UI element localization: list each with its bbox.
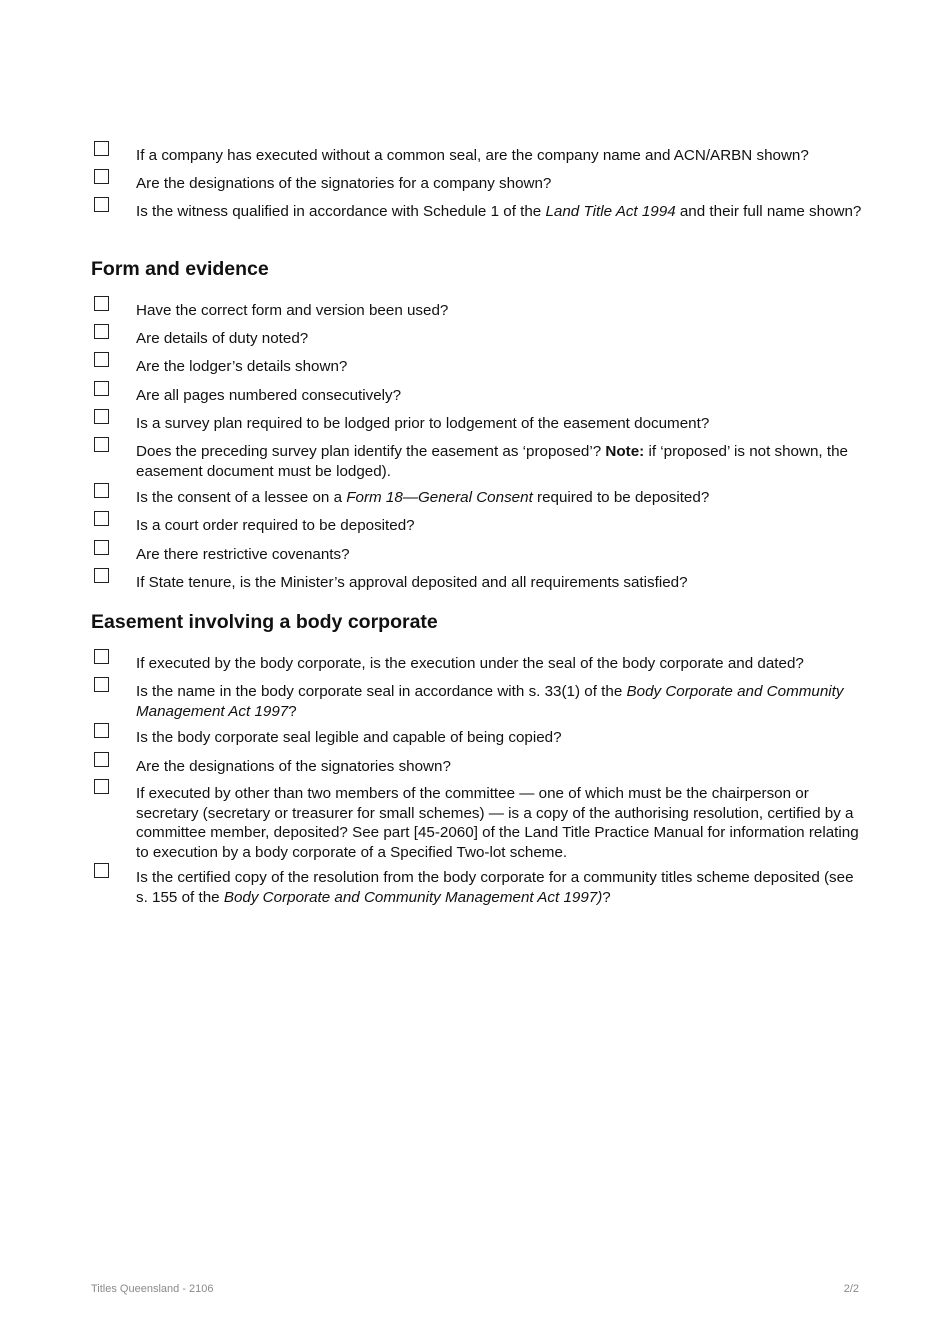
text-run: ? — [288, 702, 297, 720]
text-run: required to be deposited? — [532, 489, 710, 506]
text-run: If executed by the body corporate, is the execution under the seal of the body corporate and dated? — [136, 655, 804, 672]
text-run: Is the consent of a lessee on a — [136, 489, 347, 506]
text-run: If a company has executed without a common seal, are the company name and ACN/ARBN shown? — [136, 147, 809, 164]
section-heading-body-corporate: Easement involving a body corporate — [91, 611, 438, 633]
footer-document-code: Titles Queensland - 2106 — [91, 1283, 214, 1295]
text-run: ? — [602, 888, 611, 906]
item-text — [136, 357, 866, 377]
checkbox[interactable] — [94, 437, 109, 452]
text-run: Does the preceding survey plan identify the easement as ‘proposed’? — [136, 443, 606, 460]
act-title: Body Corporate and Community Management Act 1997 — [136, 683, 844, 720]
text-run: Are details of duty noted? — [136, 330, 309, 347]
checkbox[interactable] — [94, 296, 109, 311]
item-text — [136, 202, 866, 222]
checkbox[interactable] — [94, 141, 109, 156]
item-text — [136, 442, 866, 481]
emphasis: Note: — [605, 443, 645, 460]
text-run: Are the designations of the signatories for a company shown? — [136, 175, 552, 192]
text-run: Is the witness qualified in accordance with Schedule 1 of the — [136, 203, 546, 220]
text-run: Have the correct form and version been used? — [136, 302, 449, 319]
item-text — [136, 682, 866, 721]
item-text — [136, 488, 866, 508]
item-text — [136, 728, 866, 748]
act-title: Form 18—General Consent — [346, 489, 533, 506]
item-text — [136, 386, 866, 406]
checkbox[interactable] — [94, 779, 109, 794]
text-run: Are all pages numbered consecutively? — [136, 387, 402, 404]
checkbox[interactable] — [94, 409, 109, 424]
checkbox[interactable] — [94, 352, 109, 367]
checkbox[interactable] — [94, 511, 109, 526]
checkbox[interactable] — [94, 649, 109, 664]
checkbox[interactable] — [94, 540, 109, 555]
checkbox[interactable] — [94, 169, 109, 184]
checkbox[interactable] — [94, 324, 109, 339]
item-text — [136, 868, 866, 907]
text-run: Is a survey plan required to be lodged prior to lodgement of the easement document? — [136, 415, 710, 432]
item-text — [136, 329, 866, 349]
item-text — [136, 654, 866, 674]
text-run: if ‘proposed’ is not shown, the easement document must be lodged). — [136, 443, 848, 480]
item-text — [136, 757, 866, 777]
checkbox[interactable] — [94, 568, 109, 583]
act-title: Land Title Act 1994 — [545, 203, 676, 220]
item-text — [136, 545, 866, 565]
section-heading-form-and-evidence: Form and evidence — [91, 258, 269, 280]
checkbox[interactable] — [94, 677, 109, 692]
checkbox[interactable] — [94, 381, 109, 396]
footer-page-number: 2/2 — [843, 1283, 859, 1295]
item-text — [136, 174, 866, 194]
text-run: Are the designations of the signatories shown? — [136, 758, 451, 775]
act-title: Body Corporate and Community Management Act 1997) — [223, 888, 603, 906]
item-text — [136, 301, 866, 321]
text-run: Is a court order required to be deposited? — [136, 517, 415, 534]
item-text — [136, 516, 866, 536]
text-run: and their full name shown? — [675, 203, 862, 220]
text-run: Is the certified copy of the resolution from the body corporate for a community titles scheme deposited (see s. 155 of the — [136, 869, 854, 906]
checkbox[interactable] — [94, 483, 109, 498]
item-text — [136, 573, 866, 593]
text-run: Are there restrictive covenants? — [136, 546, 350, 563]
text-run: If executed by other than two members of the committee — one of which must be the chairperson or secretary (secretary or treasurer for small schemes) — is a copy of the authorising resolution, certified by a committee member, deposited? See part [45-2060] of the Land Title Practice Manual for information relating to execution by a body corporate of a Specified Two-lot scheme. — [136, 785, 859, 861]
item-text — [136, 146, 866, 166]
text-run: Is the body corporate seal legible and capable of being copied? — [136, 729, 562, 746]
text-run: Is the name in the body corporate seal in accordance with s. 33(1) of the — [136, 683, 627, 700]
checkbox[interactable] — [94, 723, 109, 738]
checkbox[interactable] — [94, 752, 109, 767]
item-text — [136, 414, 866, 434]
item-text — [136, 784, 866, 862]
checkbox[interactable] — [94, 197, 109, 212]
checkbox[interactable] — [94, 863, 109, 878]
text-run: Are the lodger’s details shown? — [136, 358, 348, 375]
text-run: If State tenure, is the Minister’s approval deposited and all requirements satisfied? — [136, 574, 688, 591]
